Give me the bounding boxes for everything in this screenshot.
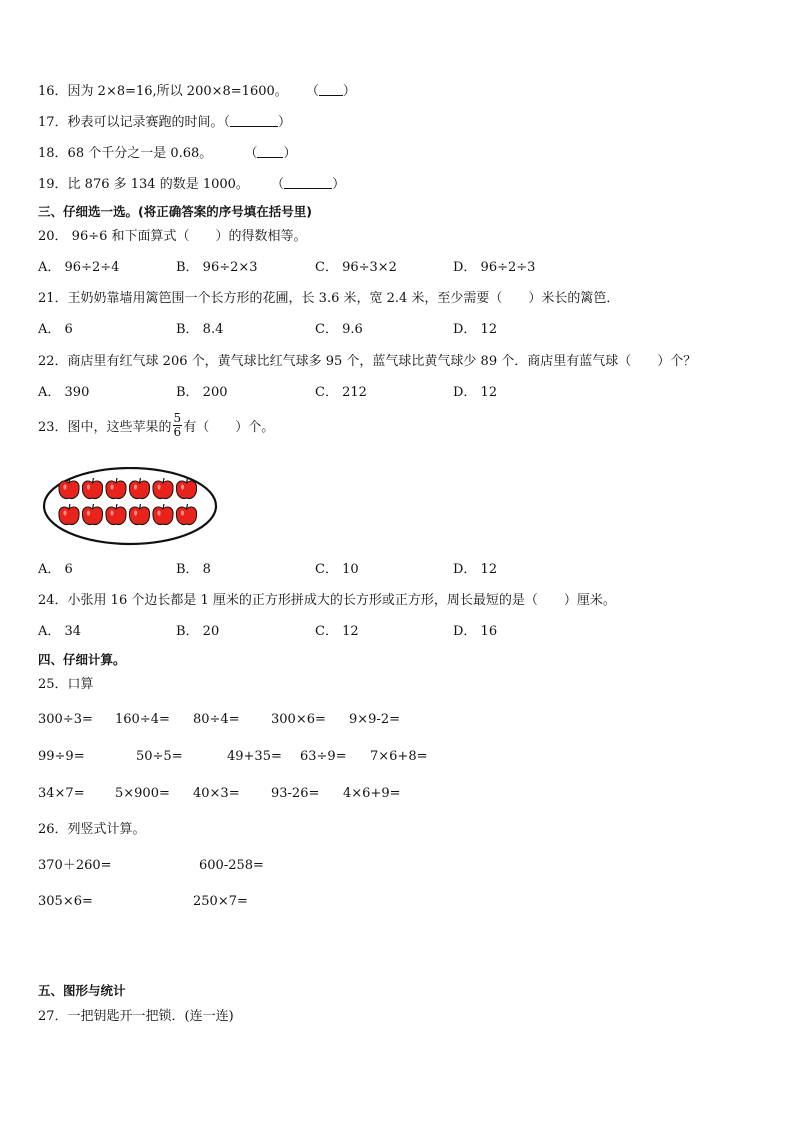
answer-blank-17[interactable]	[230, 114, 278, 127]
mental-calc-item[interactable]: 63÷9=	[300, 749, 347, 764]
mental-calc-item[interactable]: 5×900=	[115, 786, 170, 801]
mental-calc-item[interactable]: 34×7=	[38, 786, 85, 801]
option-23-c[interactable]: C． 10	[315, 562, 359, 577]
question-16-text: 16．因为 2×8=16,所以 200×8=1600。	[38, 84, 288, 99]
fraction-five-sixths: $\frac{5}{6}$	[173, 411, 182, 439]
apple-icon	[176, 478, 196, 499]
option-22-d[interactable]: D． 12	[453, 385, 498, 400]
section-5-heading: 五、图形与统计	[38, 983, 126, 998]
option-20-b[interactable]: B． 96÷2×3	[176, 260, 258, 275]
option-21-b[interactable]: B． 8.4	[176, 322, 224, 337]
mental-calc-item[interactable]: 93-26=	[271, 786, 320, 801]
column-calc-item[interactable]: 250×7=	[193, 894, 248, 909]
mental-calc-item[interactable]: 50÷5=	[136, 749, 183, 764]
apple-icon	[59, 478, 79, 499]
question-26-title: 26．列竖式计算。	[38, 822, 146, 837]
mental-calc-item[interactable]: 7×6+8=	[370, 749, 428, 764]
question-23-text-before: 23．图中，这些苹果的	[38, 420, 172, 435]
mental-calc-item[interactable]: 160÷4=	[115, 712, 170, 727]
question-17-text: 17．秒表可以记录赛跑的时间。（	[38, 115, 231, 130]
apple-icon	[153, 504, 173, 525]
apple-icon	[82, 478, 102, 499]
question-18-text: 18．68 个千分之一是 0.68。	[38, 146, 213, 161]
option-20-c[interactable]: C． 96÷3×2	[315, 260, 397, 275]
option-23-d[interactable]: D． 12	[453, 562, 498, 577]
apple-figure	[40, 467, 222, 549]
apple-icon	[129, 504, 149, 525]
question-19: 19．比 876 多 134 的数是 1000。 （ ）	[38, 177, 346, 192]
mental-calc-item[interactable]: 99÷9=	[38, 749, 85, 764]
option-24-b[interactable]: B． 20	[176, 624, 220, 639]
question-23	[38, 411, 275, 441]
option-22-b[interactable]: B． 200	[176, 385, 228, 400]
mental-calc-item[interactable]: 4×6+9=	[343, 786, 401, 801]
option-22-c[interactable]: C． 212	[315, 385, 367, 400]
question-20-text: 20． 96÷6 和下面算式（ ）的得数相等。	[38, 229, 307, 244]
option-21-c[interactable]: C． 9.6	[315, 322, 363, 337]
question-19-text: 19．比 876 多 134 的数是 1000。	[38, 177, 249, 192]
question-22-text: 22．商店里有红气球 206 个，黄气球比红气球多 95 个，蓝气球比黄气球少 89 个．商店里有蓝气球（ ）个？	[38, 354, 697, 369]
mental-calc-item[interactable]: 300÷3=	[38, 712, 93, 727]
question-23-text-after: 有（ ）个。	[183, 420, 275, 435]
question-27-text: 27．一把钥匙开一把锁．(连一连)	[38, 1009, 234, 1024]
question-25-title: 25．口算	[38, 677, 94, 692]
question-18: 18．68 个千分之一是 0.68。 （ ）	[38, 146, 297, 161]
option-23-a[interactable]: A． 6	[38, 562, 73, 577]
apple-icon	[82, 504, 102, 525]
section-3-heading: 三、仔细选一选。(将正确答案的序号填在括号里)	[38, 204, 312, 219]
mental-calc-item[interactable]: 49+35=	[227, 749, 282, 764]
option-24-c[interactable]: C． 12	[315, 624, 359, 639]
answer-blank-19[interactable]	[284, 176, 332, 189]
mental-calc-item[interactable]: 300×6=	[271, 712, 326, 727]
option-23-b[interactable]: B． 8	[176, 562, 211, 577]
option-21-d[interactable]: D． 12	[453, 322, 498, 337]
option-22-a[interactable]: A． 390	[38, 385, 90, 400]
question-24-text: 24．小张用 16 个边长都是 1 厘米的正方形拼成大的长方形或正方形，周长最短的是（ ）厘米。	[38, 593, 616, 608]
column-calc-item[interactable]: 370＋260=	[38, 858, 112, 873]
answer-blank-16[interactable]	[319, 83, 343, 96]
question-17: 17．秒表可以记录赛跑的时间。（ ）	[38, 115, 292, 130]
mental-calc-item[interactable]: 9×9-2=	[349, 712, 400, 727]
option-20-d[interactable]: D． 96÷2÷3	[453, 260, 536, 275]
section-4-heading: 四、仔细计算。	[38, 652, 126, 667]
option-21-a[interactable]: A． 6	[38, 322, 73, 337]
apple-icon	[106, 478, 126, 499]
question-21-text: 21．王奶奶靠墙用篱笆围一个长方形的花圃，长 3.6 米，宽 2.4 米，至少需要（ ）米长的篱笆．	[38, 291, 620, 306]
option-24-d[interactable]: D． 16	[453, 624, 498, 639]
apple-icon	[129, 478, 149, 499]
apple-icon	[153, 478, 173, 499]
apple-icon	[176, 504, 196, 525]
option-24-a[interactable]: A． 34	[38, 624, 82, 639]
mental-calc-item[interactable]: 80÷4=	[193, 712, 240, 727]
question-16: 16．因为 2×8=16,所以 200×8=1600。 （ ）	[38, 84, 356, 99]
apple-icon	[106, 504, 126, 525]
apple-icon	[59, 504, 79, 525]
option-20-a[interactable]: A． 96÷2÷4	[38, 260, 120, 275]
column-calc-item[interactable]: 600-258=	[199, 858, 264, 873]
mental-calc-item[interactable]: 40×3=	[193, 786, 240, 801]
column-calc-item[interactable]: 305×6=	[38, 894, 93, 909]
answer-blank-18[interactable]	[257, 145, 283, 158]
